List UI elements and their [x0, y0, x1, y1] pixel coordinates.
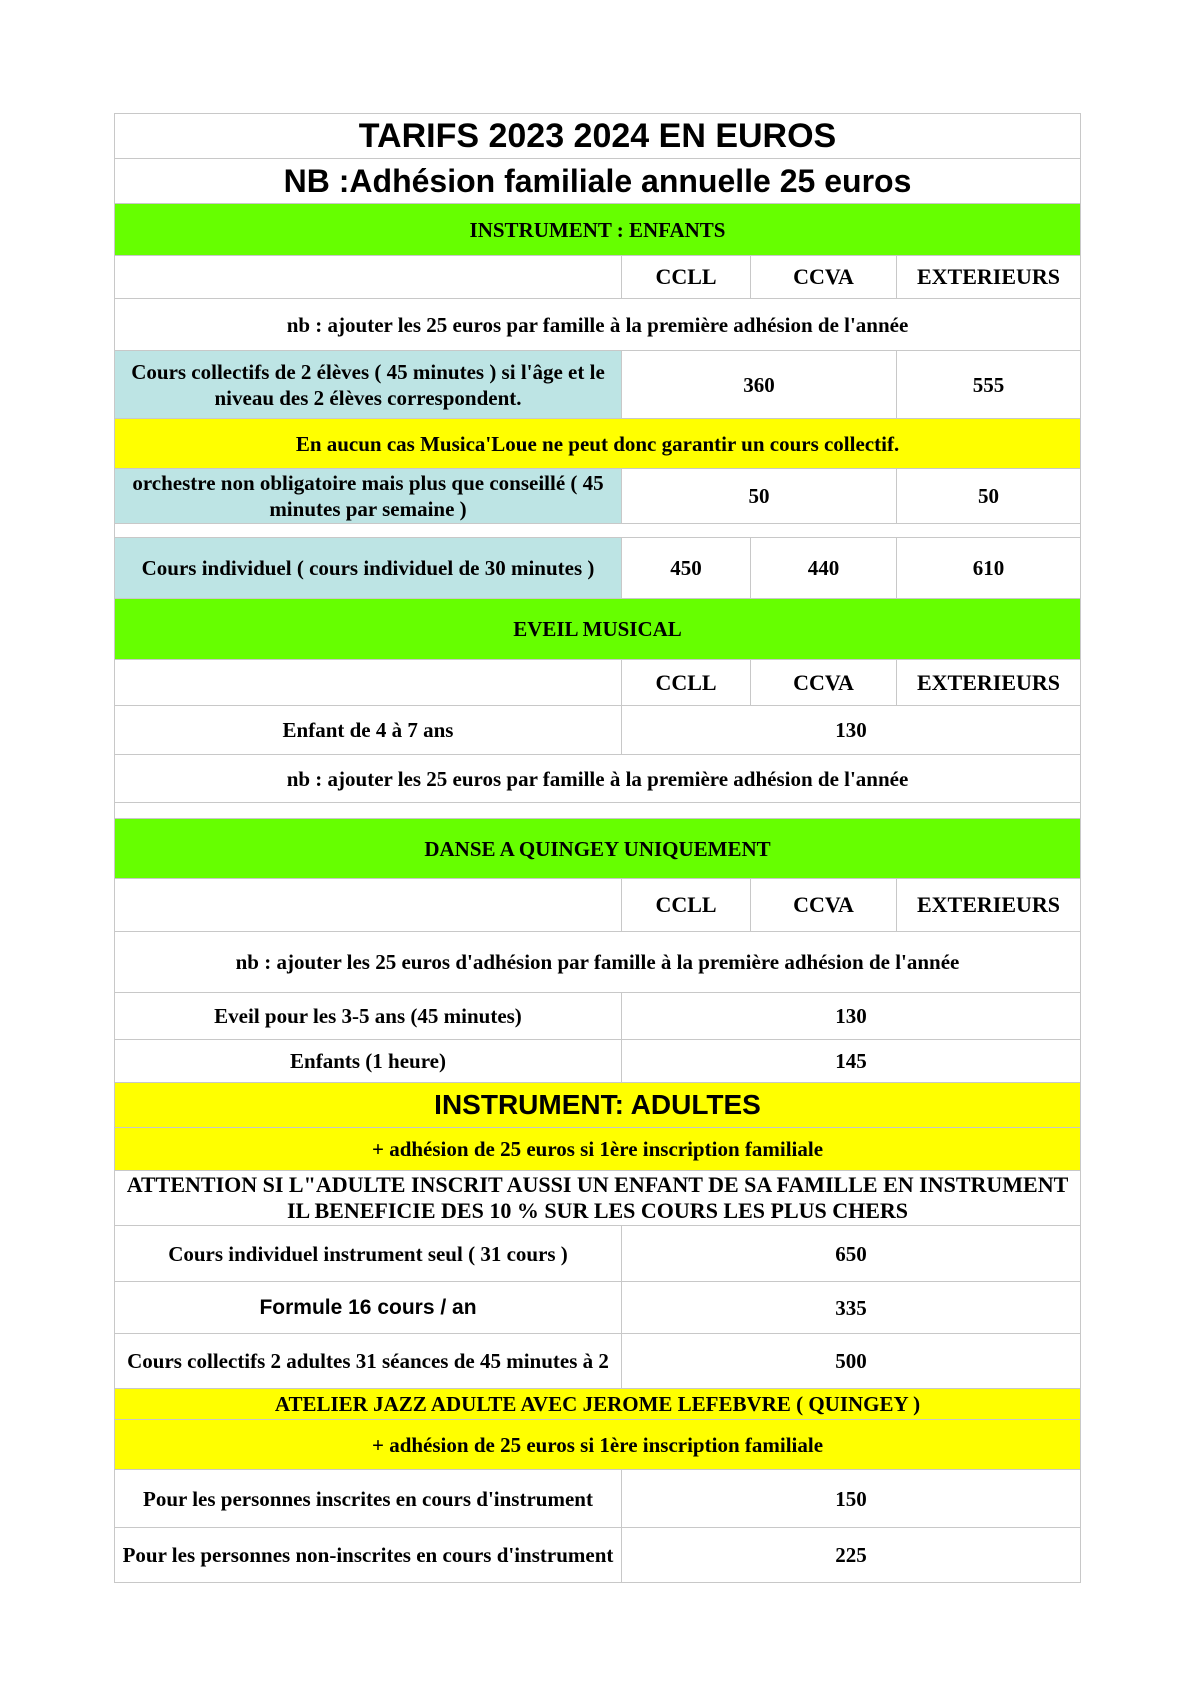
column-header-ccva: CCVA — [751, 879, 897, 932]
section-heading-jazz: ATELIER JAZZ ADULTE AVEC JEROME LEFEBVRE ( QUINGEY ) — [115, 1389, 1081, 1420]
price-exterieurs: 610 — [897, 538, 1081, 599]
price-ccll-ccva: 360 — [622, 351, 897, 419]
row-label-jazz: Pour les personnes non-inscrites en cours d'instrument — [115, 1528, 622, 1583]
adhesion-note: nb : ajouter les 25 euros d'adhésion par famille à la première adhésion de l'année — [115, 932, 1081, 993]
column-header-ccva: CCVA — [751, 660, 897, 706]
section-heading-instrument-enfants: INSTRUMENT : ENFANTS — [115, 204, 1081, 256]
page-subtitle: NB :Adhésion familiale annuelle 25 euros — [115, 159, 1081, 204]
price-ccll: 450 — [622, 538, 751, 599]
warning-banner: En aucun cas Musica'Loue ne peut donc garantir un cours collectif. — [115, 419, 1081, 469]
row-label-adulte: Cours collectifs 2 adultes 31 séances de 45 minutes à 2 — [115, 1334, 622, 1389]
row-label-orchestre: orchestre non obligatoire mais plus que conseillé ( 45 minutes par semaine ) — [115, 469, 622, 524]
price-all: 130 — [622, 706, 1081, 755]
row-label-eveil: Enfant de 4 à 7 ans — [115, 706, 622, 755]
price-exterieurs: 50 — [897, 469, 1081, 524]
price-all: 225 — [622, 1528, 1081, 1583]
section-heading-adultes: INSTRUMENT: ADULTES — [115, 1083, 1081, 1128]
price-all: 145 — [622, 1040, 1081, 1083]
column-header-exterieurs: EXTERIEURS — [897, 879, 1081, 932]
price-all: 500 — [622, 1334, 1081, 1389]
tarifs-table — [114, 113, 1081, 1583]
empty-cell — [115, 660, 622, 706]
price-ccva: 440 — [751, 538, 897, 599]
row-label-danse: Enfants (1 heure) — [115, 1040, 622, 1083]
adhesion-banner: + adhésion de 25 euros si 1ère inscription familiale — [115, 1420, 1081, 1470]
empty-cell — [115, 256, 622, 299]
spacer-row — [115, 803, 1081, 819]
column-header-exterieurs: EXTERIEURS — [897, 256, 1081, 299]
price-ccll-ccva: 50 — [622, 469, 897, 524]
page-title: TARIFS 2023 2024 EN EUROS — [115, 114, 1081, 159]
section-heading-eveil-musical: EVEIL MUSICAL — [115, 599, 1081, 660]
row-label-collectif: Cours collectifs de 2 élèves ( 45 minutes ) si l'âge et le niveau des 2 élèves correspondent. — [115, 351, 622, 419]
row-label-adulte: Formule 16 cours / an — [115, 1282, 622, 1334]
column-header-ccll: CCLL — [622, 256, 751, 299]
price-all: 130 — [622, 993, 1081, 1040]
column-header-ccll: CCLL — [622, 660, 751, 706]
price-all: 335 — [622, 1282, 1081, 1334]
row-label-adulte: Cours individuel instrument seul ( 31 cours ) — [115, 1226, 622, 1282]
adhesion-banner: + adhésion de 25 euros si 1ère inscription familiale — [115, 1128, 1081, 1171]
attention-notice: ATTENTION SI L"ADULTE INSCRIT AUSSI UN ENFANT DE SA FAMILLE EN INSTRUMENT IL BENEFICIE DES 10 % SUR LES COURS LES PLUS CHERS — [115, 1171, 1081, 1226]
row-label-jazz: Pour les personnes inscrites en cours d'instrument — [115, 1470, 622, 1528]
row-label-danse: Eveil pour les 3-5 ans (45 minutes) — [115, 993, 622, 1040]
price-exterieurs: 555 — [897, 351, 1081, 419]
column-header-exterieurs: EXTERIEURS — [897, 660, 1081, 706]
row-label-individuel: Cours individuel ( cours individuel de 30 minutes ) — [115, 538, 622, 599]
spacer-row — [115, 524, 1081, 538]
section-heading-danse: DANSE A QUINGEY UNIQUEMENT — [115, 819, 1081, 879]
adhesion-note: nb : ajouter les 25 euros par famille à la première adhésion de l'année — [115, 299, 1081, 351]
price-all: 150 — [622, 1470, 1081, 1528]
adhesion-note: nb : ajouter les 25 euros par famille à la première adhésion de l'année — [115, 755, 1081, 803]
price-all: 650 — [622, 1226, 1081, 1282]
column-header-ccva: CCVA — [751, 256, 897, 299]
empty-cell — [115, 879, 622, 932]
column-header-ccll: CCLL — [622, 879, 751, 932]
